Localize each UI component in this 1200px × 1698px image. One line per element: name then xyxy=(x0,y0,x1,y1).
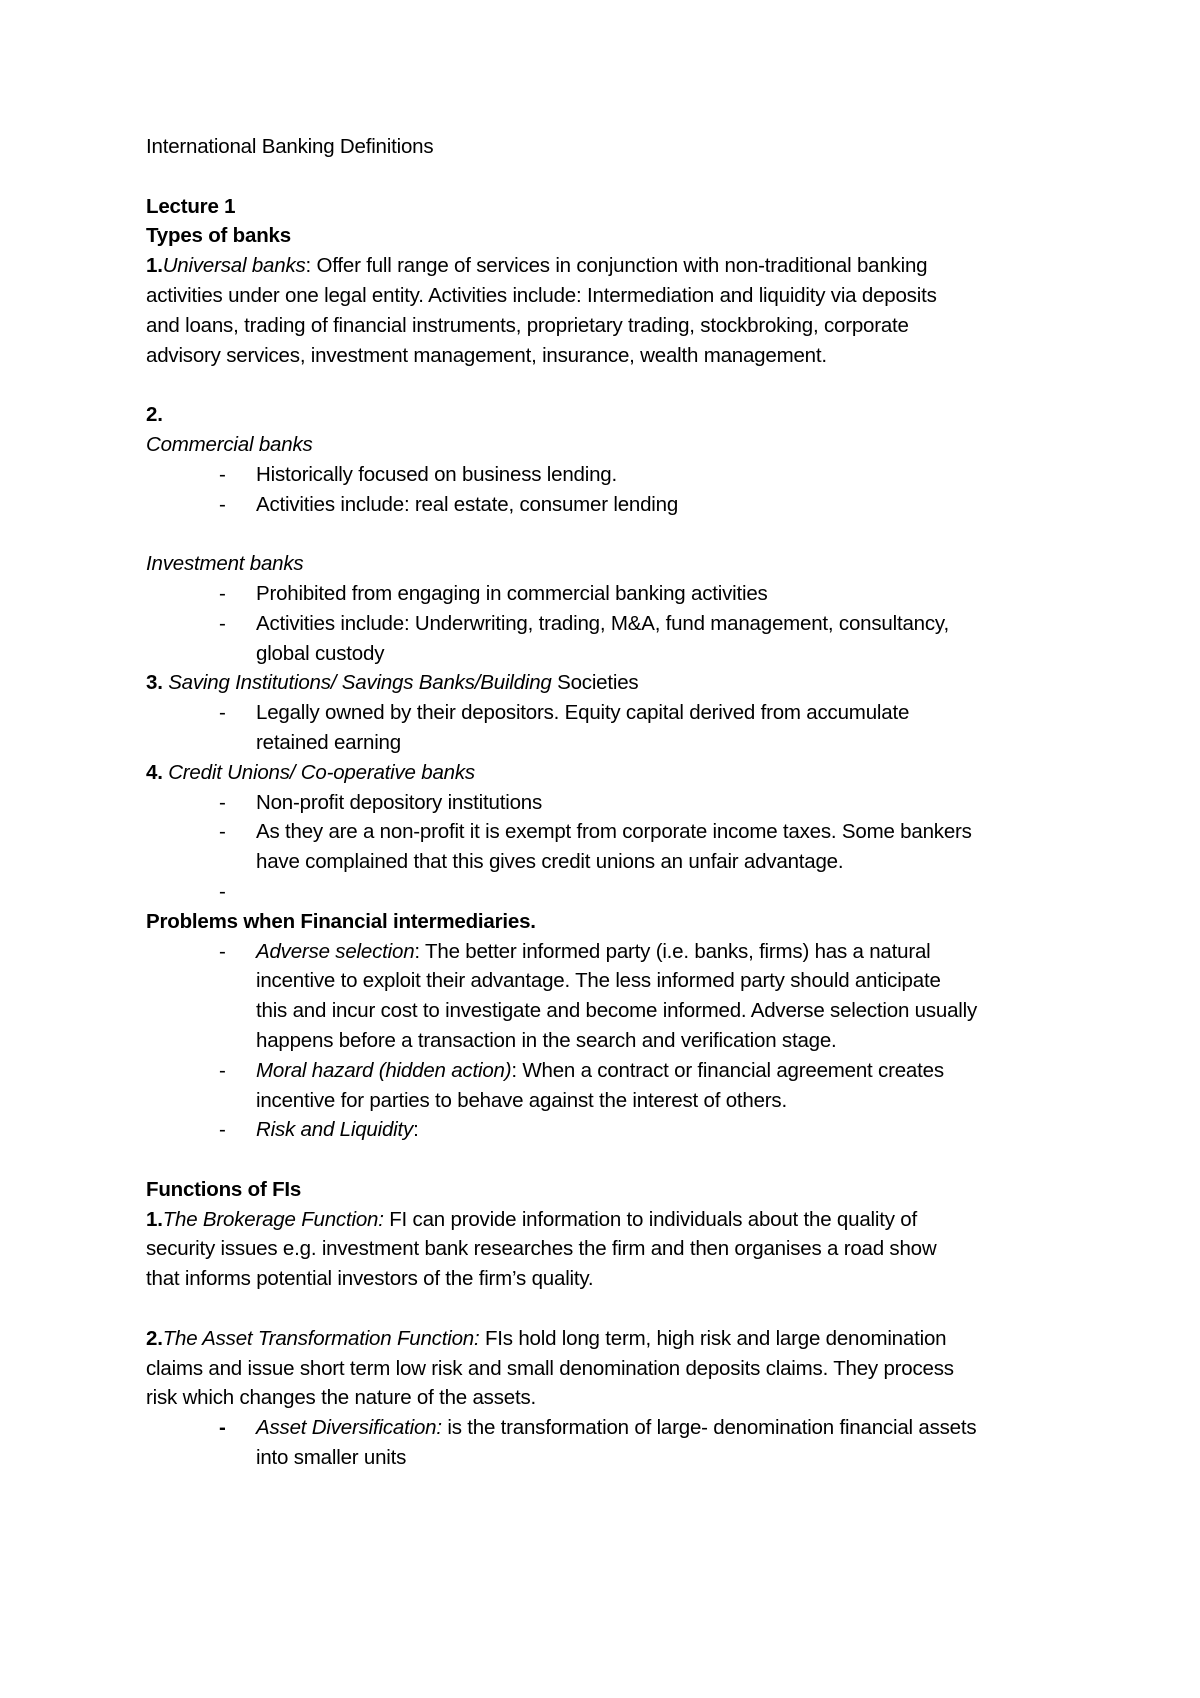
list-item xyxy=(146,1413,1086,1473)
paragraph-line: claims and issue short term low risk and small denomination deposits claims. They process xyxy=(146,1356,954,1380)
asset-transformation-term: The Asset Transformation Function: xyxy=(162,1326,480,1350)
bullet-text: retained earning xyxy=(256,730,401,754)
bullet-text: Activities include: real estate, consumer lending xyxy=(256,492,679,516)
paragraph-line: activities under one legal entity. Activities include: Intermediation and liquidity via deposits xyxy=(146,283,937,307)
bullet-text: Activities include: Underwriting, trading, M&A, fund management, consultancy, xyxy=(256,611,949,635)
paragraph-line: : Offer full range of services in conjunction with non-traditional banking xyxy=(305,254,928,278)
bullet-dash: - xyxy=(219,581,226,605)
spacer xyxy=(146,519,1086,549)
asset-transformation-paragraph xyxy=(146,1324,1086,1354)
bullet-text: Historically focused on business lending. xyxy=(256,462,618,486)
bullet-dash: - xyxy=(219,701,226,725)
bullet-text: : The better informed party (i.e. banks, firms) has a natural xyxy=(414,939,931,963)
list-item xyxy=(146,937,1086,1056)
list-item xyxy=(146,1056,1086,1116)
functions-heading: Functions of FIs xyxy=(146,1177,302,1201)
bullet-dash: - xyxy=(219,790,226,814)
item-number: 2. xyxy=(146,403,163,427)
paragraph-line: advisory services, investment management, insurance, wealth management. xyxy=(146,343,827,367)
empty-list-item xyxy=(146,877,1086,907)
item-number: 4. xyxy=(146,760,163,784)
bullet-text xyxy=(256,1413,1086,1443)
item-number: 1. xyxy=(146,254,163,278)
document-page xyxy=(146,132,1086,1473)
bullet-dash: - xyxy=(219,611,226,635)
universal-banks-term: Universal banks xyxy=(162,254,306,278)
bullet-text xyxy=(256,1056,1086,1086)
list-item xyxy=(146,490,1086,520)
credit-unions-term: Credit Unions/ Co-operative banks xyxy=(168,760,475,784)
bullet-text: : xyxy=(413,1118,419,1142)
bullet-text: global custody xyxy=(256,641,385,665)
commercial-banks-term: Commercial banks xyxy=(146,432,313,456)
bullet-text: Legally owned by their depositors. Equity capital derived from accumulate xyxy=(256,701,910,725)
heading-rest: Societies xyxy=(551,671,639,695)
bullet-dash: - xyxy=(219,492,226,516)
paragraph-line: risk which changes the nature of the assets. xyxy=(146,1386,537,1410)
universal-banks-paragraph xyxy=(146,251,1086,281)
document-title: International Banking Definitions xyxy=(146,135,434,158)
list-item xyxy=(146,698,1086,758)
saving-institutions-heading xyxy=(146,668,1086,698)
adverse-selection-term: Adverse selection xyxy=(256,939,415,963)
bullet-dash: - xyxy=(219,1118,226,1142)
brokerage-paragraph xyxy=(146,1205,1086,1235)
bullet-text: incentive to exploit their advantage. The less informed party should anticipate xyxy=(256,969,941,993)
bullet-dash: - xyxy=(219,1416,226,1440)
paragraph-line: and loans, trading of financial instruments, proprietary trading, stockbroking, corporate xyxy=(146,313,909,337)
risk-liquidity-term: Risk and Liquidity xyxy=(256,1118,414,1142)
bullet-dash: - xyxy=(219,462,226,486)
list-item xyxy=(146,609,1086,669)
item-number: 3. xyxy=(146,671,163,695)
list-item xyxy=(146,1115,1086,1145)
lecture-heading: Lecture 1 xyxy=(146,194,236,218)
list-item xyxy=(146,817,1086,877)
bullet-text: into smaller units xyxy=(256,1446,407,1470)
list-item xyxy=(146,788,1086,818)
bullet-text: Non-profit depository institutions xyxy=(256,790,543,814)
spacer xyxy=(146,162,1086,192)
bullet-dash: - xyxy=(219,939,226,963)
bullet-text: have complained that this gives credit unions an unfair advantage. xyxy=(256,850,844,874)
bullet-text: As they are a non-profit it is exempt from corporate income taxes. Some bankers xyxy=(256,820,972,844)
paragraph-line: FIs hold long term, high risk and large denomination xyxy=(479,1326,947,1350)
bullet-text xyxy=(256,937,1086,967)
item-number: 2. xyxy=(146,1326,163,1350)
item-number: 1. xyxy=(146,1207,163,1231)
bullet-text: incentive for parties to behave against the interest of others. xyxy=(256,1088,787,1112)
bullet-text: this and incur cost to investigate and become informed. Adverse selection usually xyxy=(256,999,978,1023)
paragraph-line: security issues e.g. investment bank researches the firm and then organises a road show xyxy=(146,1237,937,1261)
spacer xyxy=(146,1145,1086,1175)
brokerage-term: The Brokerage Function: xyxy=(162,1207,384,1231)
bullet-text: is the transformation of large- denomination financial assets xyxy=(441,1416,977,1440)
list-item xyxy=(146,460,1086,490)
bullet-dash: - xyxy=(219,879,226,903)
investment-banks-term: Investment banks xyxy=(146,552,304,576)
paragraph-line: FI can provide information to individuals about the quality of xyxy=(383,1207,917,1231)
bullet-text: : When a contract or financial agreement creates xyxy=(511,1058,944,1082)
bullet-text: Prohibited from engaging in commercial banking activities xyxy=(256,581,768,605)
bullet-dash: - xyxy=(219,820,226,844)
spacer xyxy=(146,1294,1086,1324)
bullet-text: happens before a transaction in the search and verification stage. xyxy=(256,1028,837,1052)
problems-heading: Problems when Financial intermediaries. xyxy=(146,909,536,933)
asset-diversification-term: Asset Diversification: xyxy=(256,1416,442,1440)
paragraph-line: that informs potential investors of the firm’s quality. xyxy=(146,1267,594,1291)
bullet-dash: - xyxy=(219,1058,226,1082)
list-item xyxy=(146,579,1086,609)
types-heading: Types of banks xyxy=(146,224,291,248)
credit-unions-heading xyxy=(146,758,1086,788)
spacer xyxy=(146,370,1086,400)
moral-hazard-term: Moral hazard (hidden action) xyxy=(256,1058,512,1082)
saving-institutions-term: Saving Institutions/ Savings Banks/Building xyxy=(168,671,552,695)
